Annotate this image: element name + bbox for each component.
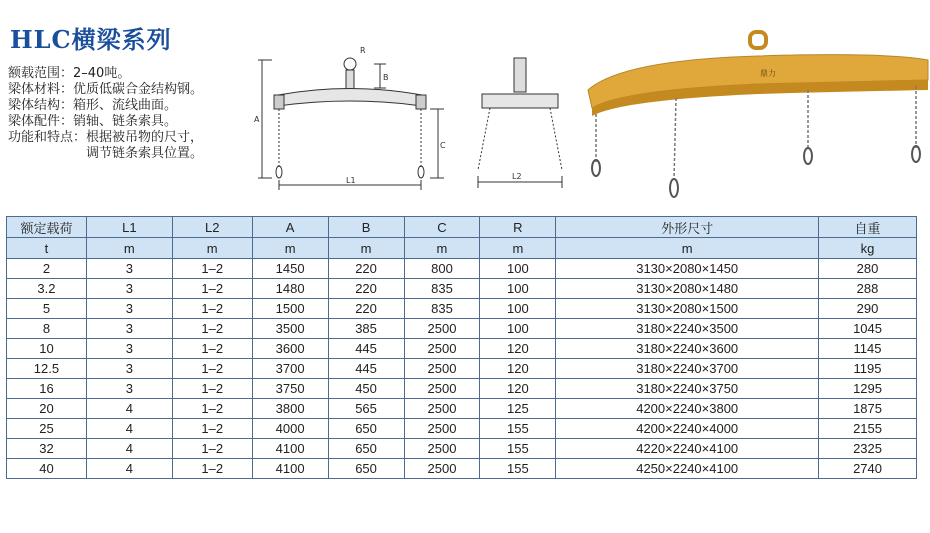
- table-cell: 2155: [819, 419, 917, 439]
- table-cell: 3800: [252, 399, 328, 419]
- table-cell: 40: [7, 459, 87, 479]
- left-hook-icon: [276, 166, 282, 178]
- table-cell: 32: [7, 439, 87, 459]
- table-cell: 4100: [252, 439, 328, 459]
- unit-cell: m: [86, 238, 172, 259]
- table-cell: 12.5: [7, 359, 87, 379]
- table-cell: 565: [328, 399, 404, 419]
- table-cell: 1480: [252, 279, 328, 299]
- table-cell: 2: [7, 259, 87, 279]
- table-cell: 2500: [404, 459, 480, 479]
- table-cell: 4: [86, 439, 172, 459]
- table-cell: 2500: [404, 399, 480, 419]
- photo-hook-icon: [592, 160, 600, 176]
- table-cell: 120: [480, 359, 556, 379]
- table-cell: 3: [86, 359, 172, 379]
- table-cell: 1045: [819, 319, 917, 339]
- spec-line: 梁体配件：销轴、链条索具。: [8, 114, 178, 129]
- table-cell: 125: [480, 399, 556, 419]
- beam-outline: [278, 89, 422, 107]
- table-cell: 1–2: [172, 279, 252, 299]
- side-beam-outline: [482, 94, 558, 108]
- table-body: [7, 259, 917, 479]
- table-cell: 835: [404, 279, 480, 299]
- table-cell: 155: [480, 419, 556, 439]
- table-cell: 1–2: [172, 399, 252, 419]
- unit-cell: m: [328, 238, 404, 259]
- header-cell: 外形尺寸: [556, 217, 819, 238]
- table-cell: 3: [86, 299, 172, 319]
- table-cell: 220: [328, 279, 404, 299]
- table-cell: 3: [86, 259, 172, 279]
- table-cell: 2500: [404, 379, 480, 399]
- table-cell: 3180×2240×3700: [556, 359, 819, 379]
- table-cell: 1–2: [172, 379, 252, 399]
- table-header-row: [7, 217, 917, 238]
- table-cell: 4: [86, 419, 172, 439]
- dim-label-l2: L2: [512, 172, 522, 181]
- table-cell: 155: [480, 439, 556, 459]
- table-cell: 16: [7, 379, 87, 399]
- table-cell: 3130×2080×1450: [556, 259, 819, 279]
- side-left-chain: [478, 108, 490, 170]
- photo-hook-icon: [912, 146, 920, 162]
- table-cell: 25: [7, 419, 87, 439]
- dim-label-r: R: [360, 46, 366, 55]
- header-cell: 额定载荷: [7, 217, 87, 238]
- front-view-diagram: [250, 40, 450, 195]
- page-title: HLC横梁系列: [10, 25, 172, 54]
- table-cell: 3180×2240×3750: [556, 379, 819, 399]
- table-cell: 2500: [404, 339, 480, 359]
- table-cell: 3: [86, 339, 172, 359]
- table-unit-row: [7, 238, 917, 259]
- table-cell: 3130×2080×1480: [556, 279, 819, 299]
- table-cell: 1–2: [172, 359, 252, 379]
- table-cell: 290: [819, 299, 917, 319]
- shackle-icon: [346, 70, 354, 90]
- table-cell: 3: [86, 319, 172, 339]
- table-cell: 280: [819, 259, 917, 279]
- table-cell: 220: [328, 259, 404, 279]
- spec-list: [8, 66, 203, 162]
- table-cell: 1–2: [172, 419, 252, 439]
- spec-line: 梁体材料：优质低碳合金结构钢。: [8, 82, 204, 97]
- table-cell: 2500: [404, 439, 480, 459]
- unit-cell: kg: [819, 238, 917, 259]
- header-cell: L1: [86, 217, 172, 238]
- table-cell: 120: [480, 339, 556, 359]
- table-cell: 1–2: [172, 339, 252, 359]
- table-row: [7, 259, 917, 279]
- table-cell: 4220×2240×4100: [556, 439, 819, 459]
- table-cell: 650: [328, 459, 404, 479]
- unit-cell: m: [172, 238, 252, 259]
- unit-cell: m: [480, 238, 556, 259]
- table-cell: 385: [328, 319, 404, 339]
- photo-brand-label: 鼎力: [760, 69, 776, 78]
- table-row: [7, 279, 917, 299]
- photo-hook-icon: [670, 179, 678, 197]
- table-cell: 1–2: [172, 299, 252, 319]
- table-cell: 1295: [819, 379, 917, 399]
- table-cell: 835: [404, 299, 480, 319]
- table-cell: 3180×2240×3500: [556, 319, 819, 339]
- spec-line: 梁体结构：箱形、流线曲面。: [8, 98, 178, 113]
- dim-label-a: A: [254, 115, 260, 124]
- table-row: [7, 299, 917, 319]
- table-cell: 1195: [819, 359, 917, 379]
- table-cell: 1–2: [172, 459, 252, 479]
- table-cell: 155: [480, 459, 556, 479]
- spec-line: 功能和特点：根据被吊物的尺寸，: [8, 130, 204, 145]
- table-cell: 4250×2240×4100: [556, 459, 819, 479]
- table-cell: 1875: [819, 399, 917, 419]
- unit-cell: t: [7, 238, 87, 259]
- unit-cell: m: [404, 238, 480, 259]
- table-row: [7, 459, 917, 479]
- photo-lifting-eye-icon: [750, 32, 766, 48]
- table-cell: 445: [328, 339, 404, 359]
- table-cell: 288: [819, 279, 917, 299]
- table-cell: 100: [480, 299, 556, 319]
- product-photo: [582, 30, 930, 202]
- spec-line: 调节链条索具位置。: [8, 146, 204, 161]
- table-cell: 2740: [819, 459, 917, 479]
- table-row: [7, 419, 917, 439]
- table-cell: 800: [404, 259, 480, 279]
- header-cell: A: [252, 217, 328, 238]
- table-cell: 120: [480, 379, 556, 399]
- table-cell: 4000: [252, 419, 328, 439]
- dim-label-c: C: [440, 141, 446, 150]
- table-cell: 3: [86, 379, 172, 399]
- unit-cell: m: [252, 238, 328, 259]
- right-hook-icon: [418, 166, 424, 178]
- photo-chain: [674, 98, 676, 180]
- side-view-diagram: [470, 52, 590, 192]
- header-cell: 自重: [819, 217, 917, 238]
- table-cell: 4200×2240×4000: [556, 419, 819, 439]
- table-cell: 2500: [404, 319, 480, 339]
- table-cell: 3180×2240×3600: [556, 339, 819, 359]
- table-cell: 3500: [252, 319, 328, 339]
- table-cell: 100: [480, 259, 556, 279]
- table-cell: 1–2: [172, 259, 252, 279]
- spec-table: [6, 216, 917, 479]
- side-shackle-icon: [514, 58, 526, 92]
- header-cell: L2: [172, 217, 252, 238]
- dim-label-l1: L1: [346, 176, 356, 185]
- lifting-ring-icon: [344, 58, 356, 70]
- table-cell: 445: [328, 359, 404, 379]
- unit-cell: m: [556, 238, 819, 259]
- table-cell: 5: [7, 299, 87, 319]
- table-cell: 650: [328, 419, 404, 439]
- table-cell: 220: [328, 299, 404, 319]
- table-cell: 3.2: [7, 279, 87, 299]
- table-cell: 3130×2080×1500: [556, 299, 819, 319]
- table-cell: 1450: [252, 259, 328, 279]
- table-cell: 2325: [819, 439, 917, 459]
- table-cell: 4: [86, 459, 172, 479]
- table-cell: 1–2: [172, 319, 252, 339]
- dim-label-b: B: [383, 73, 389, 82]
- table-row: [7, 359, 917, 379]
- table-cell: 4100: [252, 459, 328, 479]
- table-cell: 20: [7, 399, 87, 419]
- table-row: [7, 379, 917, 399]
- table-cell: 2500: [404, 419, 480, 439]
- table-cell: 2500: [404, 359, 480, 379]
- table-cell: 3: [86, 279, 172, 299]
- table-cell: 10: [7, 339, 87, 359]
- table-cell: 100: [480, 319, 556, 339]
- header-cell: C: [404, 217, 480, 238]
- table-cell: 8: [7, 319, 87, 339]
- table-cell: 450: [328, 379, 404, 399]
- header-cell: B: [328, 217, 404, 238]
- table-cell: 650: [328, 439, 404, 459]
- side-right-chain: [550, 108, 562, 170]
- table-cell: 4: [86, 399, 172, 419]
- table-row: [7, 339, 917, 359]
- table-cell: 3750: [252, 379, 328, 399]
- photo-hook-icon: [804, 148, 812, 164]
- table-cell: 3700: [252, 359, 328, 379]
- table-row: [7, 319, 917, 339]
- table-cell: 100: [480, 279, 556, 299]
- table-cell: 4200×2240×3800: [556, 399, 819, 419]
- table-cell: 3600: [252, 339, 328, 359]
- header-cell: R: [480, 217, 556, 238]
- table-cell: 1–2: [172, 439, 252, 459]
- table-cell: 1500: [252, 299, 328, 319]
- spec-line: 额载范围：2–40吨。: [8, 66, 131, 81]
- table-row: [7, 439, 917, 459]
- table-cell: 1145: [819, 339, 917, 359]
- table-row: [7, 399, 917, 419]
